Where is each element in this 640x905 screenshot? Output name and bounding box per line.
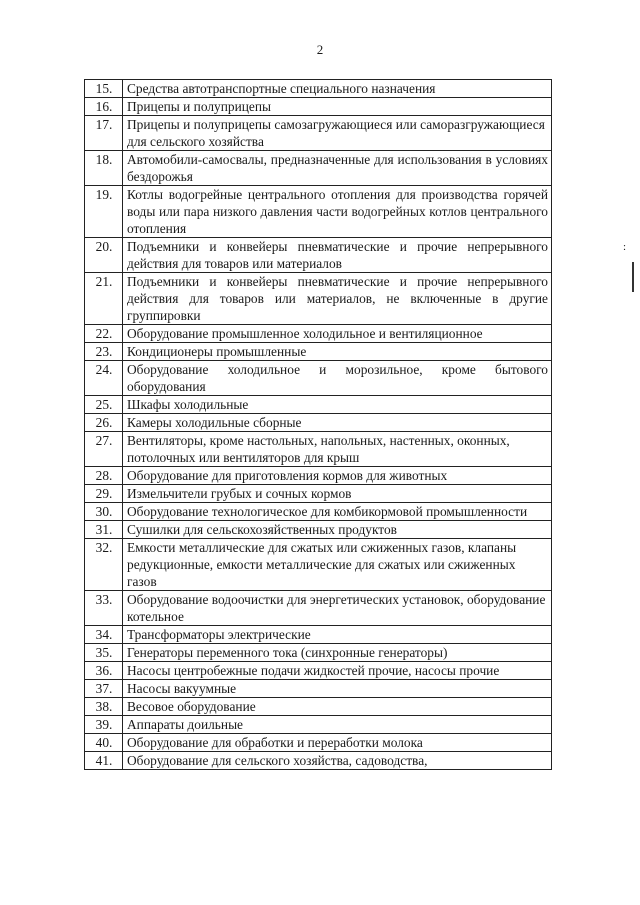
equipment-list-body bbox=[85, 80, 552, 770]
row-number: 17. bbox=[85, 116, 123, 151]
row-text: Котлы водогрейные центрального отопления для производства горячей воды или пара низкого давления части водогрейных котлов центрального отопления bbox=[123, 186, 552, 238]
row-text: Оборудование для сельского хозяйства, садоводства, bbox=[123, 752, 552, 770]
row-text: Сушилки для сельскохозяйственных продуктов bbox=[123, 521, 552, 539]
row-number: 30. bbox=[85, 503, 123, 521]
row-text: Емкости металлические для сжатых или сжиженных газов, клапаны редукционные, емкости металлические для сжатых или сжиженных газов bbox=[123, 539, 552, 591]
row-text: Автомобили-самосвалы, предназначенные для использования в условиях бездорожья bbox=[123, 151, 552, 186]
page-number: 2 bbox=[316, 42, 324, 57]
table-row bbox=[85, 467, 552, 485]
row-number: 27. bbox=[85, 432, 123, 467]
row-text: Оборудование водоочистки для энергетических установок, оборудование котельное bbox=[123, 591, 552, 626]
row-number: 35. bbox=[85, 644, 123, 662]
row-text: Оборудование технологическое для комбикормовой промышленности bbox=[123, 503, 552, 521]
table-row bbox=[85, 521, 552, 539]
row-text: Камеры холодильные сборные bbox=[123, 414, 552, 432]
row-number: 21. bbox=[85, 273, 123, 325]
margin-mark: : bbox=[623, 241, 627, 253]
table-row bbox=[85, 432, 552, 467]
table-row bbox=[85, 539, 552, 591]
row-number: 25. bbox=[85, 396, 123, 414]
row-number: 41. bbox=[85, 752, 123, 770]
row-number: 23. bbox=[85, 343, 123, 361]
table-row bbox=[85, 396, 552, 414]
row-text: Подъемники и конвейеры пневматические и прочие непрерывного действия для товаров или материалов bbox=[123, 238, 552, 273]
row-number: 39. bbox=[85, 716, 123, 734]
table-row bbox=[85, 680, 552, 698]
table-row bbox=[85, 238, 552, 273]
row-text: Прицепы и полуприцепы самозагружающиеся или саморазгружающиеся для сельского хозяйства bbox=[123, 116, 552, 151]
table-row bbox=[85, 361, 552, 396]
row-number: 29. bbox=[85, 485, 123, 503]
row-text: Средства автотранспортные специального назначения bbox=[123, 80, 552, 98]
row-number: 31. bbox=[85, 521, 123, 539]
row-number: 26. bbox=[85, 414, 123, 432]
table-row bbox=[85, 698, 552, 716]
table-row bbox=[85, 151, 552, 186]
row-number: 33. bbox=[85, 591, 123, 626]
table-row bbox=[85, 626, 552, 644]
table-row bbox=[85, 80, 552, 98]
table-row bbox=[85, 273, 552, 325]
row-number: 36. bbox=[85, 662, 123, 680]
row-text: Аппараты доильные bbox=[123, 716, 552, 734]
table-row bbox=[85, 503, 552, 521]
row-number: 28. bbox=[85, 467, 123, 485]
row-text: Весовое оборудование bbox=[123, 698, 552, 716]
table-row bbox=[85, 734, 552, 752]
table-row bbox=[85, 716, 552, 734]
row-text: Кондиционеры промышленные bbox=[123, 343, 552, 361]
row-number: 19. bbox=[85, 186, 123, 238]
row-text: Оборудование для приготовления кормов для животных bbox=[123, 467, 552, 485]
row-number: 38. bbox=[85, 698, 123, 716]
table-row bbox=[85, 662, 552, 680]
table-row bbox=[85, 591, 552, 626]
row-number: 22. bbox=[85, 325, 123, 343]
row-text: Оборудование для обработки и переработки молока bbox=[123, 734, 552, 752]
margin-bar bbox=[632, 262, 634, 292]
table-row bbox=[85, 186, 552, 238]
row-number: 16. bbox=[85, 98, 123, 116]
row-text: Насосы центробежные подачи жидкостей прочие, насосы прочие bbox=[123, 662, 552, 680]
row-number: 20. bbox=[85, 238, 123, 273]
table-row bbox=[85, 98, 552, 116]
table-row bbox=[85, 485, 552, 503]
row-number: 18. bbox=[85, 151, 123, 186]
row-text: Трансформаторы электрические bbox=[123, 626, 552, 644]
row-text: Прицепы и полуприцепы bbox=[123, 98, 552, 116]
row-text: Шкафы холодильные bbox=[123, 396, 552, 414]
row-text: Измельчители грубых и сочных кормов bbox=[123, 485, 552, 503]
table-row bbox=[85, 116, 552, 151]
table-row bbox=[85, 325, 552, 343]
table-row bbox=[85, 343, 552, 361]
row-text: Оборудование холодильное и морозильное, кроме бытового оборудования bbox=[123, 361, 552, 396]
row-number: 34. bbox=[85, 626, 123, 644]
table-row bbox=[85, 752, 552, 770]
table-row bbox=[85, 414, 552, 432]
row-text: Оборудование промышленное холодильное и вентиляционное bbox=[123, 325, 552, 343]
row-text: Генераторы переменного тока (синхронные генераторы) bbox=[123, 644, 552, 662]
row-text: Насосы вакуумные bbox=[123, 680, 552, 698]
row-number: 37. bbox=[85, 680, 123, 698]
row-number: 32. bbox=[85, 539, 123, 591]
row-number: 24. bbox=[85, 361, 123, 396]
row-text: Вентиляторы, кроме настольных, напольных, настенных, оконных, потолочных или вентиляторов для крыш bbox=[123, 432, 552, 467]
table-row bbox=[85, 644, 552, 662]
row-number: 40. bbox=[85, 734, 123, 752]
equipment-list-table bbox=[84, 79, 552, 770]
row-number: 15. bbox=[85, 80, 123, 98]
row-text: Подъемники и конвейеры пневматические и прочие непрерывного действия для товаров или материалов, не включенные в другие группировки bbox=[123, 273, 552, 325]
